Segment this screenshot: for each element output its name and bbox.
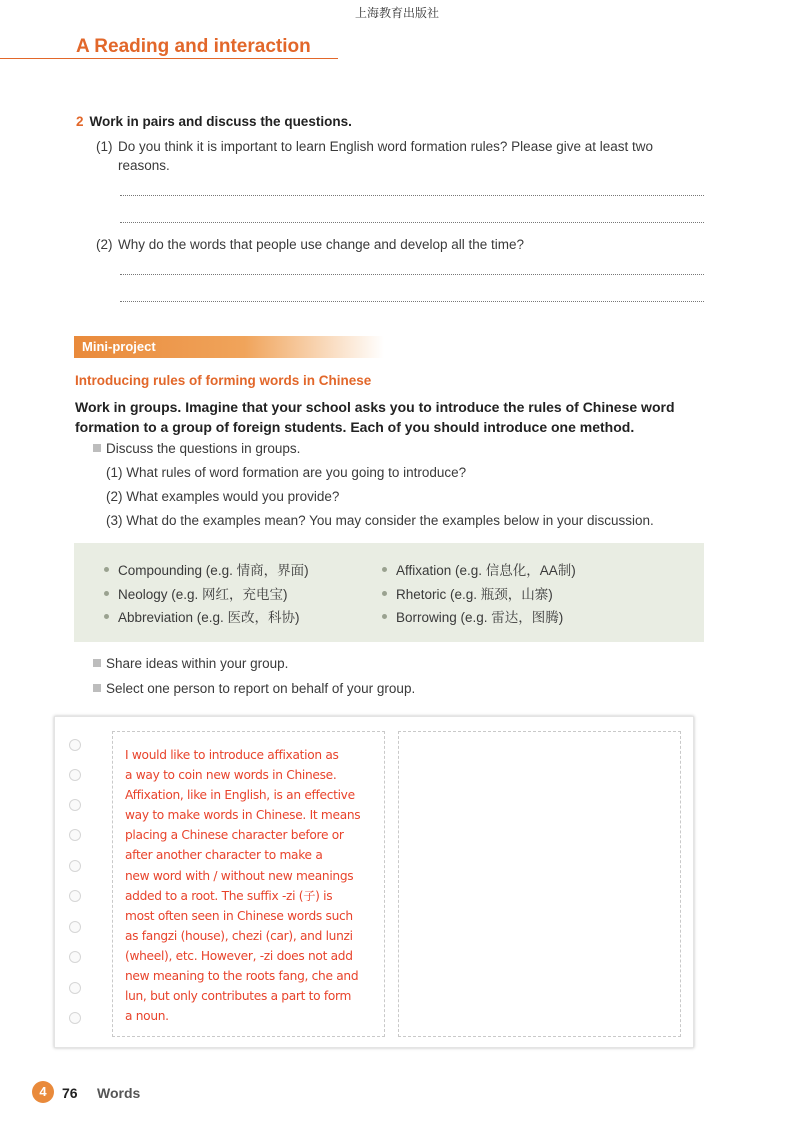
unit-title: Words [97,1085,141,1101]
example-item: Rhetoric (e.g. 瓶颈，山寨) [382,583,553,603]
section-title: A Reading and interaction [76,36,311,57]
answer-line-text: as fangzi (house), chezi (car), and lunzi [125,928,353,943]
example-item: Neology (e.g. 网红，充电宝) [104,583,288,603]
sample-answer-text [125,745,377,1026]
mini-project-instruction [75,397,695,437]
binder-ring-icon [69,739,81,751]
square-bullet-icon [93,659,101,667]
question-number: 2 [76,114,84,129]
binder-ring-icon [69,860,81,872]
discuss-question-3: (3) What do the examples mean? You may consider the examples below in your discussion. [106,513,654,528]
answer-line-text: (wheel), etc. However, -zi does not add [125,948,353,963]
binder-ring-icon [69,921,81,933]
answer-line-text: new word with / without new meanings [125,868,354,883]
item-number: (1) [96,139,113,154]
binder-ring-icon [69,829,81,841]
step-text: Share ideas within your group. [106,656,289,671]
bullet-dot-icon [382,614,387,619]
instruction-line-2: formation to a group of foreign students. Each of you should introduce one method. [75,419,635,435]
square-bullet-icon [93,444,101,452]
example-item: Compounding (e.g. 情商，界面) [104,559,309,579]
answer-line[interactable] [120,274,704,275]
answer-line[interactable] [120,195,704,196]
notebook-card [54,716,694,1048]
step-text: Select one person to report on behalf of your group. [106,681,416,696]
answer-line-text: Affixation, like in English, is an effective [125,788,355,803]
example-item: Abbreviation (e.g. 医改，科协) [104,606,300,626]
binder-ring-icon [69,890,81,902]
bullet-dot-icon [104,567,109,572]
answer-line[interactable] [120,222,704,223]
question-item-2 [96,235,708,254]
answer-line-text: new meaning to the roots fang, che and [125,969,359,984]
binder-ring-icon [69,769,81,781]
answer-line[interactable] [120,301,704,302]
step-share [93,656,288,671]
page-number: 76 [62,1085,78,1101]
example-item: Affixation (e.g. 信息化，AA制) [382,559,576,579]
blank-writing-panel[interactable] [398,731,681,1037]
binder-ring-icon [69,799,81,811]
discuss-question-2: (2) What examples would you provide? [106,489,340,504]
mini-project-label: Mini-project [82,339,156,354]
example-item: Borrowing (e.g. 雷达，图腾) [382,606,563,626]
bullet-dot-icon [104,591,109,596]
step-discuss [93,441,300,456]
examples-box [74,543,704,642]
answer-line-text: placing a Chinese character before or [125,828,344,843]
item-text-line1: Do you think it is important to learn English word formation rules? Please give at least two [118,139,654,154]
instruction-line-1: Work in groups. Imagine that your school asks you to introduce the rules of Chinese word [75,399,675,415]
bullet-dot-icon [382,591,387,596]
item-text-line1: Why do the words that people use change and develop all the time? [118,237,525,252]
binder-ring-icon [69,982,81,994]
answer-line-text: most often seen in Chinese words such [125,908,353,923]
binder-ring-icon [69,951,81,963]
answer-line-text: a way to coin new words in Chinese. [125,768,337,783]
bullet-dot-icon [382,567,387,572]
item-number: (2) [96,237,113,252]
step-text: Discuss the questions in groups. [106,441,301,456]
mini-project-subtitle: Introducing rules of forming words in Chinese [75,373,372,388]
unit-number-badge: 4 [32,1081,54,1103]
answer-line-text: I would like to introduce affixation as [125,748,339,762]
question-heading-text: Work in pairs and discuss the questions. [89,114,352,129]
question-item-1 [96,137,708,175]
answer-line-text: after another character to make a [125,848,323,863]
item-text-line2: reasons. [118,158,170,173]
step-select [93,681,415,696]
answer-line-text: a noun. [125,1009,169,1024]
square-bullet-icon [93,684,101,692]
section-title-underline [0,58,338,59]
mini-project-tag [74,336,384,358]
discuss-question-1: (1) What rules of word formation are you going to introduce? [106,465,467,480]
publisher-header: 上海教育出版社 [354,6,439,20]
answer-line-text: added to a root. The suffix -zi (子) is [125,888,333,903]
answer-line-text: way to make words in Chinese. It means [125,808,361,823]
question-2-heading [76,114,352,129]
binder-ring-icon [69,1012,81,1024]
answer-line-text: lun, but only contributes a part to form [125,989,352,1004]
bullet-dot-icon [104,614,109,619]
